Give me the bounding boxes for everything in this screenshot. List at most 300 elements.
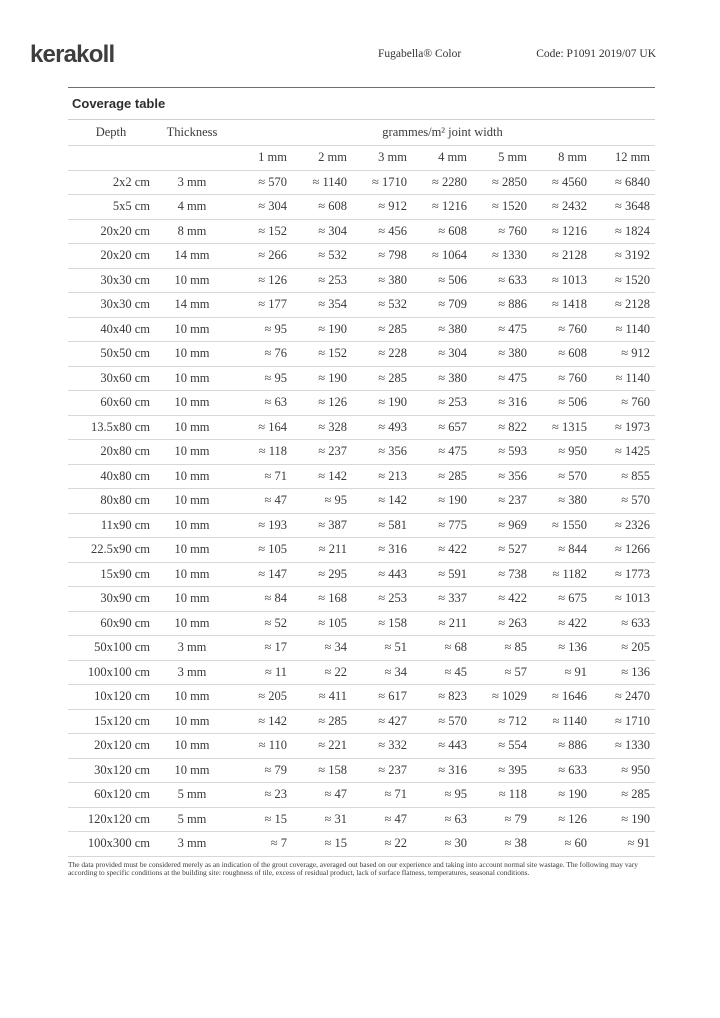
cell-coverage-value: ≈ 1824 [615,223,651,238]
cell-thickness: 10 mm [174,517,210,532]
cell-coverage-value: ≈ 1418 [552,297,587,312]
cell-coverage-value: ≈ 1710 [372,174,407,189]
cell-coverage-value: ≈ 633 [498,272,527,287]
coverage-row [68,562,655,587]
cell-coverage-value: ≈ 1330 [492,248,527,263]
cell-thickness: 3 mm [177,640,207,655]
footnote: The data provided must be considered merely as an indication of the grout coverage, averaged out based on our experience and taking into account normal site wastage. The following may vary according to specific conditions at the building site: roughness of tile, excess of residual product, lack of surface flatness, temperatures, seasonal conditions. [68,859,638,878]
cell-coverage-value: ≈ 95 [324,493,347,508]
cell-coverage-value: ≈ 15 [264,811,287,826]
col-header-joint-width: 4 mm [438,150,467,164]
cell-coverage-value: ≈ 79 [264,762,287,777]
cell-coverage-value: ≈ 52 [264,615,287,630]
cell-coverage-value: ≈ 304 [318,223,347,238]
cell-coverage-value: ≈ 969 [498,517,527,532]
coverage-row [68,538,655,563]
cell-coverage-value: ≈ 912 [378,199,407,214]
coverage-row [68,317,655,342]
cell-coverage-value: ≈ 823 [438,689,467,704]
cell-coverage-value: ≈ 738 [498,566,527,581]
cell-coverage-value: ≈ 1140 [552,713,587,728]
cell-coverage-value: ≈ 380 [378,272,407,287]
cell-coverage-value: ≈ 91 [627,836,651,851]
cell-coverage-value: ≈ 1330 [615,738,651,753]
cell-coverage-value: ≈ 337 [438,591,467,606]
cell-coverage-value: ≈ 237 [378,762,407,777]
cell-coverage-value: ≈ 1550 [552,517,587,532]
cell-thickness: 10 mm [174,272,210,287]
cell-coverage-value: ≈ 190 [621,811,651,826]
cell-coverage-value: ≈ 608 [438,223,467,238]
cell-depth: 30x120 cm [94,762,150,777]
cell-thickness: 5 mm [177,787,207,802]
cell-coverage-value: ≈ 51 [384,640,407,655]
cell-coverage-value: ≈ 147 [258,566,287,581]
cell-coverage-value: ≈ 316 [378,542,407,557]
doc-header [0,0,720,87]
cell-coverage-value: ≈ 422 [558,615,587,630]
cell-thickness: 10 mm [174,542,210,557]
cell-coverage-value: ≈ 1216 [552,223,587,238]
cell-coverage-value: ≈ 285 [378,321,407,336]
cell-coverage-value: ≈ 1266 [615,542,651,557]
cell-coverage-value: ≈ 1182 [552,566,587,581]
coverage-row [68,464,655,489]
col-header-thickness: Thickness [166,124,218,139]
cell-depth: 20x80 cm [100,444,150,459]
cell-coverage-value: ≈ 34 [324,640,347,655]
cell-coverage-value: ≈ 285 [378,370,407,385]
cell-coverage-value: ≈ 126 [318,395,347,410]
cell-coverage-value: ≈ 34 [384,664,407,679]
cell-coverage-value: ≈ 950 [621,762,651,777]
cell-coverage-value: ≈ 95 [264,321,287,336]
section-title: Coverage table [68,88,655,120]
cell-coverage-value: ≈ 633 [621,615,651,630]
cell-thickness: 10 mm [174,444,210,459]
cell-depth: 40x80 cm [100,468,150,483]
cell-thickness: 10 mm [174,713,210,728]
cell-coverage-value: ≈ 844 [558,542,587,557]
cell-coverage-value: ≈ 126 [258,272,287,287]
cell-thickness: 5 mm [177,811,207,826]
cell-thickness: 10 mm [174,566,210,581]
coverage-table [68,120,655,857]
cell-thickness: 10 mm [174,493,210,508]
cell-coverage-value: ≈ 263 [498,615,527,630]
cell-depth: 50x50 cm [100,346,150,361]
cell-coverage-value: ≈ 158 [378,615,407,630]
cell-coverage-value: ≈ 380 [498,346,527,361]
cell-coverage-value: ≈ 205 [258,689,287,704]
cell-coverage-value: ≈ 3192 [615,248,651,263]
cell-coverage-value: ≈ 253 [378,591,407,606]
cell-coverage-value: ≈ 47 [384,811,407,826]
cell-coverage-value: ≈ 285 [621,787,651,802]
coverage-row [68,734,655,759]
cell-coverage-value: ≈ 91 [564,664,587,679]
col-header-depth: Depth [95,124,127,139]
cell-coverage-value: ≈ 1315 [552,419,587,434]
cell-coverage-value: ≈ 608 [558,346,587,361]
col-header-joint-width: 2 mm [318,150,347,164]
cell-coverage-value: ≈ 11 [264,664,287,679]
coverage-row [68,783,655,808]
cell-coverage-value: ≈ 387 [318,517,347,532]
cell-coverage-value: ≈ 152 [318,346,347,361]
cell-coverage-value: ≈ 79 [504,811,527,826]
cell-depth: 15x90 cm [100,566,150,581]
cell-coverage-value: ≈ 332 [378,738,407,753]
cell-coverage-value: ≈ 76 [264,346,287,361]
cell-thickness: 10 mm [174,419,210,434]
cell-coverage-value: ≈ 285 [438,468,467,483]
coverage-row [68,195,655,220]
cell-depth: 11x90 cm [100,517,150,532]
cell-coverage-value: ≈ 71 [264,468,287,483]
spacer-cell [154,145,230,170]
cell-depth: 13.5x80 cm [90,419,150,434]
coverage-row [68,293,655,318]
cell-coverage-value: ≈ 190 [558,787,587,802]
cell-depth: 30x90 cm [100,591,150,606]
cell-coverage-value: ≈ 1646 [552,689,587,704]
cell-coverage-value: ≈ 1013 [615,591,651,606]
cell-coverage-value: ≈ 617 [378,689,407,704]
cell-coverage-value: ≈ 304 [258,199,287,214]
cell-coverage-value: ≈ 190 [438,493,467,508]
cell-depth: 10x120 cm [94,689,150,704]
cell-coverage-value: ≈ 164 [258,419,287,434]
cell-coverage-value: ≈ 105 [258,542,287,557]
cell-depth: 100x100 cm [87,664,150,679]
cell-coverage-value: ≈ 221 [318,738,347,753]
cell-thickness: 10 mm [174,468,210,483]
cell-coverage-value: ≈ 570 [438,713,467,728]
cell-coverage-value: ≈ 709 [438,297,467,312]
cell-coverage-value: ≈ 1013 [552,272,587,287]
cell-depth: 15x120 cm [94,713,150,728]
cell-coverage-value: ≈ 608 [318,199,347,214]
cell-coverage-value: ≈ 1520 [492,199,527,214]
cell-coverage-value: ≈ 7 [270,836,287,851]
cell-depth: 60x90 cm [100,615,150,630]
coverage-row [68,268,655,293]
cell-coverage-value: ≈ 211 [438,615,467,630]
header-row-groups [68,120,655,145]
cell-coverage-value: ≈ 798 [378,248,407,263]
cell-coverage-value: ≈ 760 [498,223,527,238]
cell-coverage-value: ≈ 356 [498,468,527,483]
cell-coverage-value: ≈ 1140 [615,370,651,385]
cell-coverage-value: ≈ 193 [258,517,287,532]
document-code: Code: P1091 2019/07 UK [536,48,656,60]
cell-coverage-value: ≈ 237 [498,493,527,508]
cell-coverage-value: ≈ 1973 [615,419,651,434]
cell-coverage-value: ≈ 950 [558,444,587,459]
cell-coverage-value: ≈ 1520 [615,272,651,287]
cell-coverage-value: ≈ 47 [324,787,347,802]
coverage-row [68,391,655,416]
cell-coverage-value: ≈ 22 [324,664,347,679]
cell-coverage-value: ≈ 47 [264,493,287,508]
cell-coverage-value: ≈ 6840 [615,174,651,189]
cell-thickness: 10 mm [174,689,210,704]
cell-coverage-value: ≈ 328 [318,419,347,434]
cell-coverage-value: ≈ 775 [438,517,467,532]
cell-coverage-value: ≈ 237 [318,444,347,459]
cell-coverage-value: ≈ 443 [378,566,407,581]
cell-coverage-value: ≈ 886 [498,297,527,312]
coverage-row [68,366,655,391]
cell-coverage-value: ≈ 443 [438,738,467,753]
cell-depth: 60x120 cm [94,787,150,802]
cell-depth: 100x300 cm [87,836,150,851]
cell-coverage-value: ≈ 190 [318,370,347,385]
cell-coverage-value: ≈ 554 [498,738,527,753]
cell-coverage-value: ≈ 2470 [615,689,651,704]
col-header-joint-width: 12 mm [614,150,651,164]
cell-coverage-value: ≈ 30 [444,836,467,851]
coverage-row [68,587,655,612]
header-row-widths [68,145,655,170]
col-header-joint-width: 1 mm [258,150,287,164]
cell-coverage-value: ≈ 380 [438,321,467,336]
cell-depth: 50x100 cm [94,640,150,655]
cell-coverage-value: ≈ 84 [264,591,287,606]
cell-coverage-value: ≈ 591 [438,566,467,581]
cell-coverage-value: ≈ 2432 [552,199,587,214]
cell-thickness: 3 mm [177,836,207,851]
cell-depth: 30x30 cm [100,297,150,312]
cell-depth: 20x20 cm [100,223,150,238]
cell-coverage-value: ≈ 85 [504,640,527,655]
content-area [68,87,655,878]
cell-coverage-value: ≈ 63 [264,395,287,410]
cell-coverage-value: ≈ 493 [378,419,407,434]
cell-coverage-value: ≈ 142 [318,468,347,483]
cell-coverage-value: ≈ 4560 [552,174,587,189]
cell-coverage-value: ≈ 253 [318,272,347,287]
cell-coverage-value: ≈ 912 [621,346,651,361]
cell-coverage-value: ≈ 1425 [615,444,651,459]
cell-coverage-value: ≈ 760 [621,395,651,410]
cell-thickness: 10 mm [174,395,210,410]
cell-coverage-value: ≈ 822 [498,419,527,434]
cell-coverage-value: ≈ 356 [378,444,407,459]
col-header-joint-width-group: grammes/m² joint width [382,124,503,139]
cell-depth: 120x120 cm [87,811,150,826]
coverage-row [68,489,655,514]
cell-coverage-value: ≈ 1773 [615,566,651,581]
cell-coverage-value: ≈ 570 [258,174,287,189]
cell-coverage-value: ≈ 63 [444,811,467,826]
cell-coverage-value: ≈ 142 [378,493,407,508]
cell-depth: 40x40 cm [100,321,150,336]
cell-coverage-value: ≈ 95 [264,370,287,385]
cell-coverage-value: ≈ 126 [558,811,587,826]
cell-coverage-value: ≈ 532 [378,297,407,312]
cell-coverage-value: ≈ 110 [258,738,287,753]
coverage-row [68,170,655,195]
cell-thickness: 10 mm [174,346,210,361]
cell-coverage-value: ≈ 760 [558,321,587,336]
cell-coverage-value: ≈ 211 [318,542,347,557]
cell-coverage-value: ≈ 190 [378,395,407,410]
cell-coverage-value: ≈ 675 [558,591,587,606]
cell-coverage-value: ≈ 760 [558,370,587,385]
cell-coverage-value: ≈ 316 [498,395,527,410]
cell-coverage-value: ≈ 2128 [552,248,587,263]
cell-depth: 30x60 cm [100,370,150,385]
cell-coverage-value: ≈ 2128 [615,297,651,312]
cell-coverage-value: ≈ 633 [558,762,587,777]
cell-coverage-value: ≈ 71 [384,787,407,802]
col-header-joint-width: 3 mm [378,150,407,164]
cell-coverage-value: ≈ 570 [558,468,587,483]
cell-thickness: 3 mm [177,664,207,679]
cell-coverage-value: ≈ 1140 [615,321,651,336]
cell-depth: 5x5 cm [112,199,150,214]
cell-thickness: 4 mm [177,199,207,214]
coverage-row [68,636,655,661]
spacer-cell [68,145,154,170]
coverage-row [68,342,655,367]
cell-coverage-value: ≈ 136 [621,664,651,679]
cell-coverage-value: ≈ 1140 [312,174,347,189]
cell-coverage-value: ≈ 2850 [492,174,527,189]
cell-coverage-value: ≈ 31 [324,811,347,826]
cell-coverage-value: ≈ 1029 [492,689,527,704]
cell-coverage-value: ≈ 475 [498,321,527,336]
cell-thickness: 14 mm [174,297,210,312]
cell-depth: 80x80 cm [100,493,150,508]
cell-coverage-value: ≈ 158 [318,762,347,777]
cell-coverage-value: ≈ 427 [378,713,407,728]
col-header-joint-width: 8 mm [558,150,587,164]
kerakoll-logo: kerakoll [30,41,115,68]
cell-thickness: 14 mm [174,248,210,263]
cell-coverage-value: ≈ 886 [558,738,587,753]
cell-coverage-value: ≈ 152 [258,223,287,238]
cell-coverage-value: ≈ 395 [498,762,527,777]
cell-coverage-value: ≈ 380 [438,370,467,385]
cell-coverage-value: ≈ 855 [621,468,651,483]
coverage-row [68,758,655,783]
cell-thickness: 10 mm [174,370,210,385]
cell-depth: 60x60 cm [100,395,150,410]
cell-coverage-value: ≈ 205 [621,640,651,655]
cell-thickness: 8 mm [177,223,207,238]
col-header-joint-width: 5 mm [498,150,527,164]
cell-coverage-value: ≈ 422 [498,591,527,606]
cell-coverage-value: ≈ 60 [564,836,587,851]
coverage-row [68,709,655,734]
cell-coverage-value: ≈ 266 [258,248,287,263]
cell-coverage-value: ≈ 1216 [432,199,467,214]
coverage-row [68,660,655,685]
cell-thickness: 10 mm [174,762,210,777]
cell-depth: 30x30 cm [100,272,150,287]
coverage-row [68,219,655,244]
cell-coverage-value: ≈ 1710 [615,713,651,728]
cell-coverage-value: ≈ 228 [378,346,407,361]
cell-coverage-value: ≈ 136 [558,640,587,655]
product-name: Fugabella® Color [378,48,462,60]
cell-coverage-value: ≈ 475 [498,370,527,385]
cell-coverage-value: ≈ 304 [438,346,467,361]
cell-coverage-value: ≈ 506 [558,395,587,410]
cell-coverage-value: ≈ 68 [444,640,467,655]
cell-thickness: 10 mm [174,591,210,606]
cell-coverage-value: ≈ 22 [384,836,407,851]
cell-coverage-value: ≈ 2280 [432,174,467,189]
coverage-table-body [68,170,655,856]
coverage-row [68,244,655,269]
cell-coverage-value: ≈ 118 [258,444,287,459]
cell-coverage-value: ≈ 354 [318,297,347,312]
cell-coverage-value: ≈ 380 [558,493,587,508]
cell-coverage-value: ≈ 581 [378,517,407,532]
coverage-row [68,440,655,465]
coverage-row [68,513,655,538]
cell-coverage-value: ≈ 475 [438,444,467,459]
cell-coverage-value: ≈ 712 [498,713,527,728]
cell-coverage-value: ≈ 422 [438,542,467,557]
cell-coverage-value: ≈ 316 [438,762,467,777]
cell-depth: 22.5x90 cm [90,542,150,557]
coverage-row [68,611,655,636]
cell-coverage-value: ≈ 253 [438,395,467,410]
cell-coverage-value: ≈ 118 [498,787,527,802]
cell-coverage-value: ≈ 411 [318,689,347,704]
cell-coverage-value: ≈ 506 [438,272,467,287]
cell-coverage-value: ≈ 45 [444,664,467,679]
cell-coverage-value: ≈ 456 [378,223,407,238]
cell-thickness: 10 mm [174,738,210,753]
cell-depth: 20x20 cm [100,248,150,263]
cell-coverage-value: ≈ 38 [504,836,527,851]
coverage-row [68,807,655,832]
cell-coverage-value: ≈ 17 [264,640,287,655]
cell-thickness: 10 mm [174,321,210,336]
cell-coverage-value: ≈ 57 [504,664,527,679]
cell-depth: 20x120 cm [94,738,150,753]
cell-coverage-value: ≈ 285 [318,713,347,728]
cell-coverage-value: ≈ 2326 [615,517,651,532]
cell-coverage-value: ≈ 532 [318,248,347,263]
coverage-row [68,832,655,857]
cell-coverage-value: ≈ 527 [498,542,527,557]
coverage-row [68,685,655,710]
cell-coverage-value: ≈ 95 [444,787,467,802]
cell-coverage-value: ≈ 295 [318,566,347,581]
cell-coverage-value: ≈ 1064 [432,248,467,263]
cell-coverage-value: ≈ 593 [498,444,527,459]
cell-coverage-value: ≈ 190 [318,321,347,336]
cell-coverage-value: ≈ 168 [318,591,347,606]
cell-coverage-value: ≈ 142 [258,713,287,728]
cell-depth: 2x2 cm [112,174,150,189]
cell-coverage-value: ≈ 177 [258,297,287,312]
coverage-row [68,415,655,440]
cell-coverage-value: ≈ 23 [264,787,287,802]
cell-coverage-value: ≈ 213 [378,468,407,483]
cell-thickness: 10 mm [174,615,210,630]
cell-coverage-value: ≈ 570 [621,493,651,508]
cell-coverage-value: ≈ 3648 [615,199,651,214]
cell-coverage-value: ≈ 15 [324,836,347,851]
